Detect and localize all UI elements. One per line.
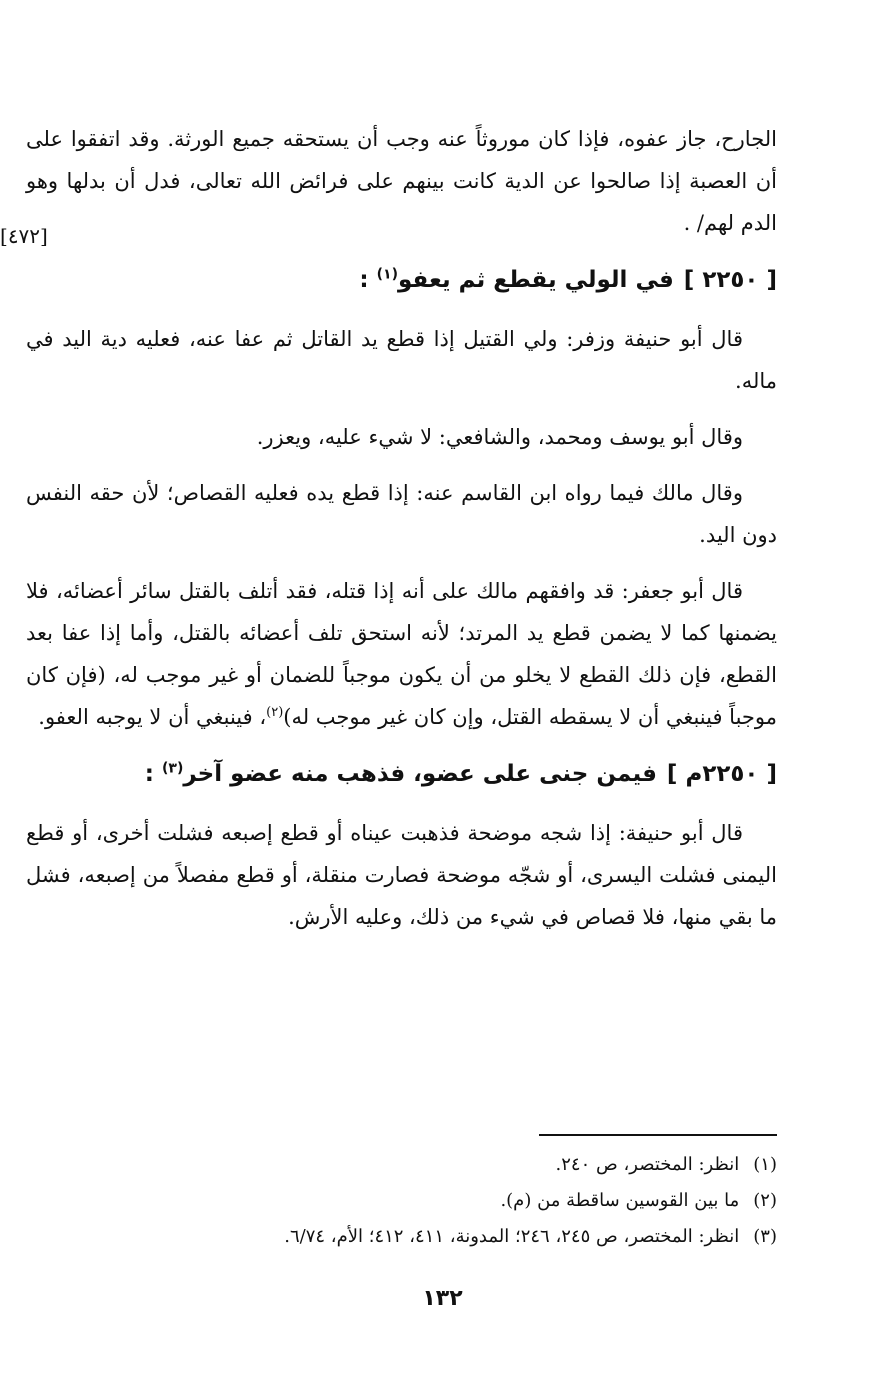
- footnote-divider: [539, 1134, 777, 1136]
- page-number: ١٣٢: [422, 1286, 463, 1311]
- paragraph-text: وقال أبو يوسف ومحمد، والشافعي: لا شيء عليه، ويعزر.: [256, 425, 743, 449]
- paragraph-abu-jafar: [26, 570, 777, 738]
- paragraph-abu-yusuf: [26, 416, 777, 458]
- paragraph-abu-hanifa-2: [26, 812, 777, 938]
- footnote-text: انظر: المختصر، ص ٢٤٥، ٢٤٦؛ المدونة، ٤١١، ٤١٢؛ الأم، ٦/٧٤.: [284, 1226, 740, 1247]
- section-number: [ ٢٢٥٠ ]: [683, 267, 777, 293]
- section-title: في الولي يقطع ثم يعفو: [398, 267, 674, 293]
- footnote-3: [26, 1222, 777, 1252]
- margin-page-reference: [٤٧٢]: [0, 224, 48, 248]
- paragraph-continuation: الجارح، جاز عفوه، فإذا كان موروثاً عنه وجب أن يستحقه جميع الورثة. وقد اتفقوا على أن العصبة إذا صالحوا عن الدية كانت بينهم على فرائض الله تعالى، فدل أن بدلها وهو الدم لهم/ .: [26, 127, 777, 235]
- footnote-number: (١): [753, 1154, 777, 1175]
- section-heading-2250m: [26, 752, 777, 796]
- paragraph-text: قال أبو حنيفة: إذا شجه موضحة فذهبت عيناه أو قطع إصبعه فشلت أخرى، أو قطع اليمنى فشلت اليسرى، أو شجّه موضحة فصارت منقلة، أو قطع مفصلاً من إصبعه، فشل ما بقي منها، فلا قصاص في شيء من ذلك، وعليه الأرش.: [26, 821, 777, 929]
- section-title: فيمن جنى على عضو، فذهب منه عضو آخر: [183, 761, 657, 787]
- paragraph-text: ، فينبغي أن لا يوجبه العفو.: [38, 705, 267, 729]
- paragraph-text: وقال مالك فيما رواه ابن القاسم عنه: إذا قطع يده فعليه القصاص؛ لأن حقه النفس دون اليد.: [26, 481, 777, 547]
- footnote-marker[interactable]: (٢): [266, 705, 284, 720]
- section-heading-2250: [26, 258, 777, 302]
- footnote-1: [26, 1150, 777, 1180]
- footnote-text: ما بين القوسين ساقطة من (م).: [500, 1190, 740, 1211]
- paragraph-abu-hanifa: [26, 318, 777, 402]
- footnote-marker[interactable]: (٣): [162, 760, 184, 777]
- section-number: [ ٢٢٥٠م ]: [666, 761, 777, 787]
- paragraph-malik: [26, 472, 777, 556]
- paragraph-text: قال أبو جعفر: قد وافقهم مالك على أنه إذا قتله، فقد أتلف بالقتل سائر أعضائه، فلا يضمنها كما لا يضمن قطع يد المرتد؛ لأنه استحق تلف أعضائه بالقتل، وأما إذا عفا بعد القطع، فإن ذلك القطع لا يخلو من أن يكون موجباً للضمان أو غير موجب له، (فإن كان موجباً فينبغي أن لا يسقطه القتل، وإن كان غير موجب له): [26, 579, 777, 729]
- footnote-number: (٣): [753, 1226, 777, 1247]
- footnote-number: (٢): [753, 1190, 777, 1211]
- heading-colon: :: [144, 761, 163, 787]
- footnote-2: [26, 1186, 777, 1216]
- heading-colon: :: [359, 267, 377, 293]
- paragraph-text: قال أبو حنيفة وزفر: ولي القتيل إذا قطع يد القاتل ثم عفا عنه، فعليه دية اليد في ماله.: [26, 327, 777, 393]
- footnote-marker[interactable]: (١): [376, 266, 398, 283]
- footnotes: [26, 1134, 777, 1258]
- footnote-text: انظر: المختصر، ص ٢٤٠.: [555, 1154, 740, 1175]
